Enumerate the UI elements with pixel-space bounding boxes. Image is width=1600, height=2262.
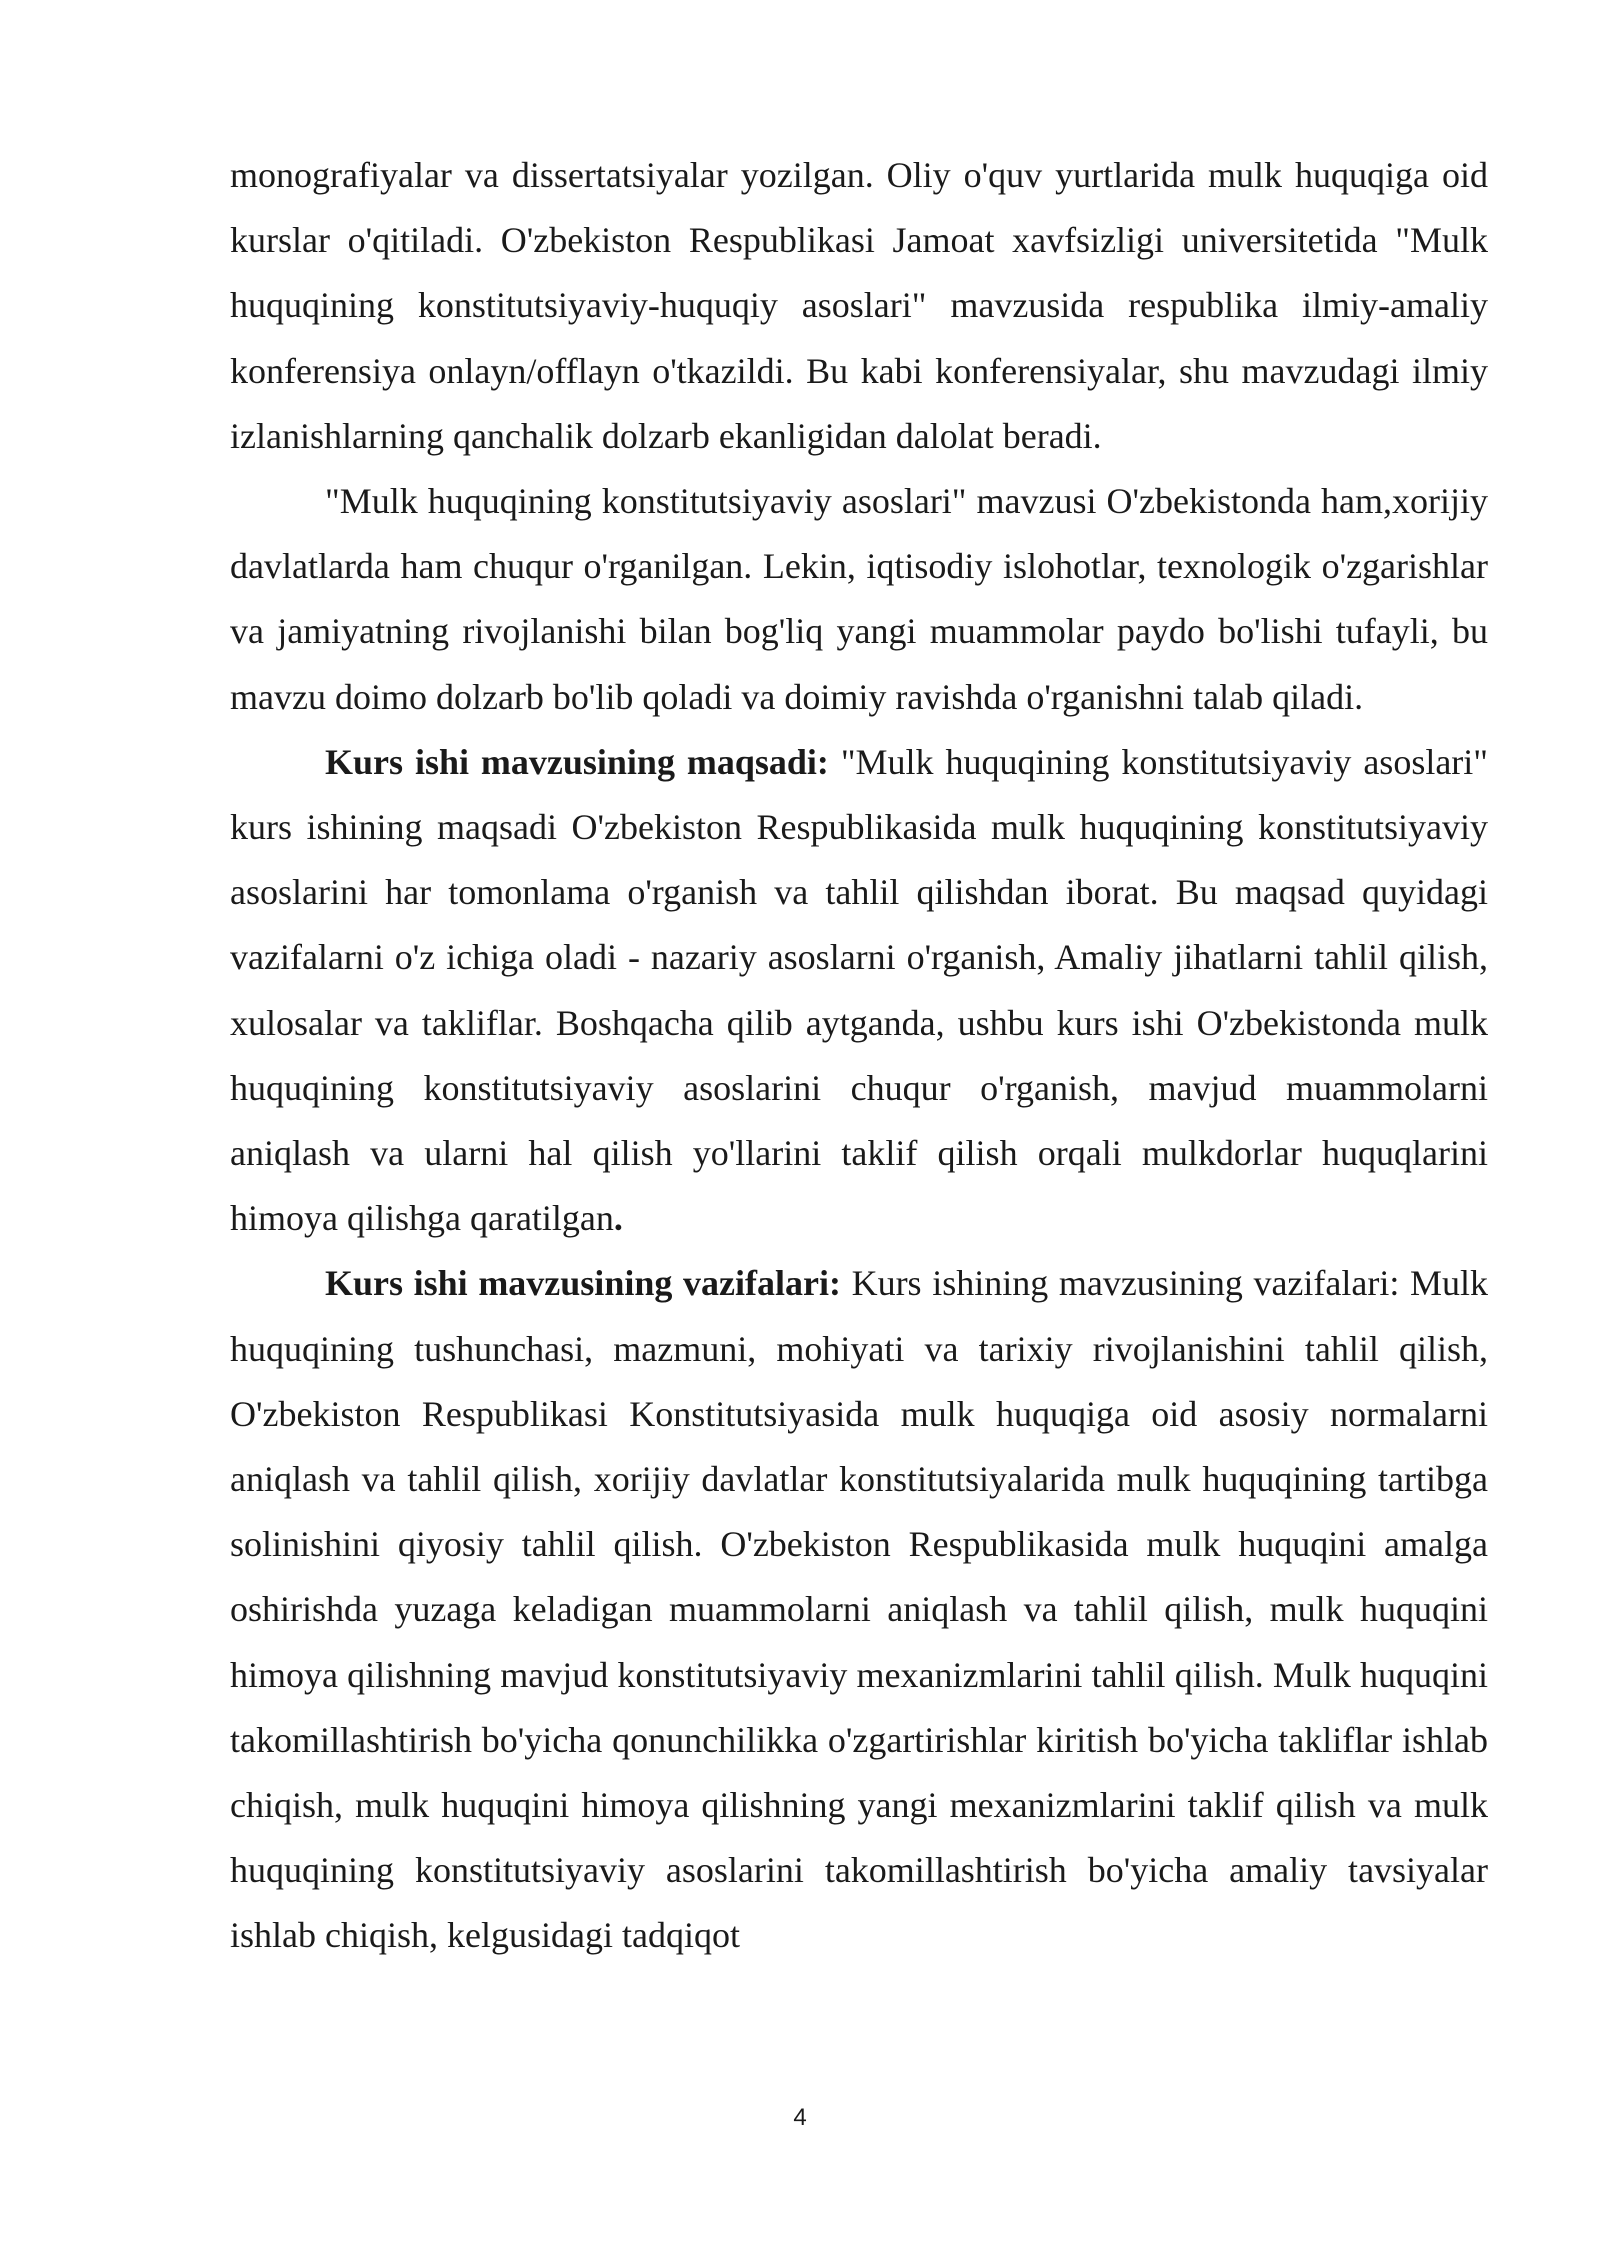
tasks-body: Kurs ishining mavzusining vazifalari: Mulk huquqining tushunchasi, mazmuni, mohiyati va tarixiy rivojlanishini tahlil qilish, O'zbekiston Respublikasi Konstitutsiyasida mulk huquqiga oid asosiy normalarni aniqlash va tahlil qilish, xorijiy davlatlar konstitutsiyalarida mulk huquqining tartibga solinishini qiyosiy tahlil qilish. O'zbekiston Respublikasida mulk huquqini amalga oshirishda yuzaga keladigan muammolarni aniqlash va tahlil qilish, mulk huquqini himoya qilishning mavjud konstitutsiyaviy mexanizmlarini tahlil qilish. Mulk huquqini takomillashtirish bo'yicha qonunchilikka o'zgartirishlar kiritish bo'yicha takliflar ishlab chiqish, mulk huquqini himoya qilishning yangi mexanizmlarini taklif qilish va mulk huquqining konstitutsiyaviy asoslarini takomillashtirish bo'yicha amaliy tavsiyalar ishlab chiqish, kelgusidagi tadqiqot	[230, 1263, 1488, 1956]
page-number: 4	[793, 2104, 807, 2131]
paragraph-goal	[230, 730, 1488, 1252]
tasks-heading: Kurs ishi mavzusining vazifalari:	[325, 1263, 841, 1304]
paragraph-intro: monografiyalar va dissertatsiyalar yozilgan. Oliy o'quv yurtlarida mulk huquqiga oid kurslar o'qitiladi. O'zbekiston Respublikasi Jamoat xavfsizligi universitetida "Mulk huquqining konstitutsiyaviy-huquqiy asoslari" mavzusida respublika ilmiy-amaliy konferensiya onlayn/offlayn o'tkazildi. Bu kabi konferensiyalar, shu mavzudagi ilmiy izlanishlarning qanchalik dolzarb ekanligidan dalolat beradi.	[230, 155, 1488, 456]
document-page	[230, 143, 1488, 1969]
paragraph-tasks	[230, 1251, 1488, 1968]
goal-body: "Mulk huquqining konstitutsiyaviy asoslari" kurs ishining maqsadi O'zbekiston Respublikasida mulk huquqining konstitutsiyaviy asoslarini har tomonlama o'rganish va tahlil qilishdan iborat. Bu maqsad quyidagi vazifalarni o'z ichiga oladi - nazariy asoslarni o'rganish, Amaliy jihatlarni tahlil qilish, xulosalar va takliflar. Boshqacha qilib aytganda, ushbu kurs ishi O'zbekistonda mulk huquqining konstitutsiyaviy asoslarini chuqur o'rganish, mavjud muammolarni aniqlash va ularni hal qilish yo'llarini taklif qilish orqali mulkdorlar huquqlarini himoya qilishga qaratilgan	[230, 741, 1488, 1239]
goal-period: .	[613, 1198, 623, 1239]
goal-heading: Kurs ishi mavzusining maqsadi:	[325, 741, 829, 782]
paragraph-relevance: "Mulk huquqining konstitutsiyaviy asoslari" mavzusi O'zbekistonda ham,xorijiy davlatlarda ham chuqur o'rganilgan. Lekin, iqtisodiy islohotlar, texnologik o'zgarishlar va jamiyatning rivojlanishi bilan bog'liq yangi muammolar paydo bo'lishi tufayli, bu mavzu doimo dolzarb bo'lib qoladi va doimiy ravishda o'rganishni talab qiladi.	[230, 481, 1488, 717]
